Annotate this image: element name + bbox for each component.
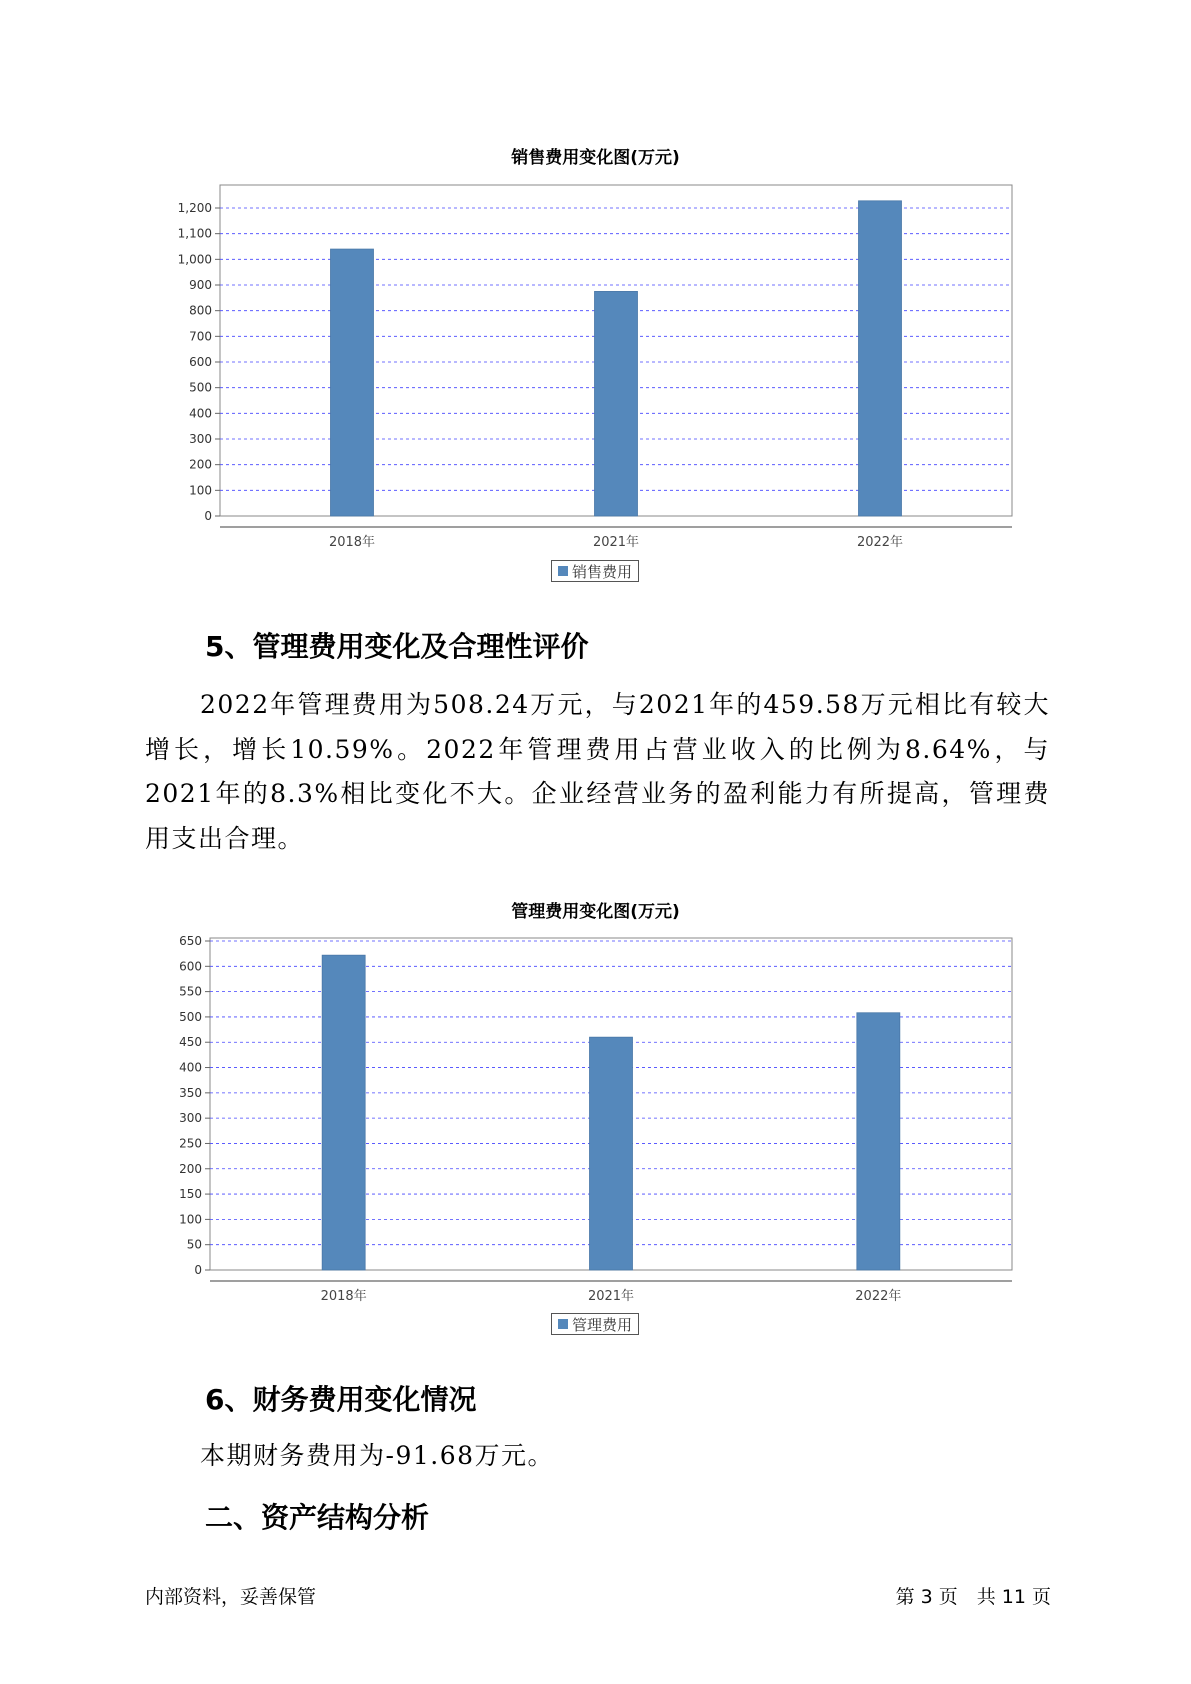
y-tick-label: 400 (179, 1060, 202, 1075)
section-two-heading: 二、资产结构分析 (205, 1501, 430, 1534)
y-tick-label: 200 (179, 1161, 202, 1176)
footer-confidential-note: 内部资料，妥善保管 (145, 1586, 317, 1608)
section6-heading: 6、财务费用变化情况 (205, 1383, 477, 1416)
x-tick-label: 2021年 (592, 535, 640, 550)
y-tick-label: 550 (179, 984, 202, 999)
footer-page-number: 第 3 页 共 11 页 (895, 1586, 1051, 1608)
y-tick-label: 1,000 (177, 252, 212, 267)
y-tick-label: 300 (179, 1111, 202, 1126)
legend-swatch-icon (558, 1319, 568, 1329)
chart2-legend-label: 管理费用 (572, 1315, 633, 1334)
y-tick-label: 500 (189, 380, 212, 395)
y-tick-label: 500 (179, 1009, 202, 1024)
y-tick-label: 1,100 (177, 226, 212, 241)
section5-heading: 5、管理费用变化及合理性评价 (205, 630, 589, 663)
chart1-legend-label: 销售费用 (572, 562, 633, 581)
y-tick-label: 650 (179, 934, 202, 948)
bar-2021年 (590, 1037, 633, 1270)
x-tick-label: 2022年 (855, 1289, 902, 1304)
y-tick-label: 1,200 (177, 201, 212, 215)
y-tick-label: 0 (194, 1263, 202, 1277)
x-tick-label: 2021年 (587, 1289, 635, 1304)
y-tick-label: 100 (189, 483, 212, 498)
y-tick-label: 600 (179, 959, 202, 974)
y-tick-label: 0 (204, 509, 212, 523)
y-tick-label: 600 (189, 355, 212, 369)
y-tick-label: 800 (189, 303, 212, 318)
x-tick-label: 2022年 (856, 535, 904, 550)
y-tick-label: 400 (189, 406, 212, 421)
y-tick-label: 250 (179, 1136, 202, 1151)
y-tick-label: 50 (186, 1237, 202, 1252)
y-tick-label: 700 (189, 329, 212, 344)
x-tick-label: 2018年 (320, 1289, 367, 1304)
bar-2018年 (322, 955, 365, 1270)
y-tick-label: 450 (179, 1035, 202, 1050)
chart2-legend (551, 1313, 639, 1335)
chart1-title: 销售费用变化图(万元) (511, 148, 680, 168)
chart2-title: 管理费用变化图(万元) (511, 902, 680, 922)
y-tick-label: 100 (179, 1212, 202, 1227)
y-tick-label: 900 (189, 278, 212, 292)
x-tick-label: 2018年 (328, 535, 376, 550)
y-tick-label: 200 (189, 457, 212, 472)
section5-paragraph: 2022年管理费用为508.24万元，与2021年的459.58万元相比有较大增长，增长10.59%。2022年管理费用占营业收入的比例为8.64%，与2021年的8.3%相比变化不大。企业经营业务的盈利能力有所提高，管理费用支出合理。 (145, 690, 1050, 853)
y-tick-label: 300 (189, 432, 212, 446)
bar-2022年 (857, 1013, 900, 1270)
y-tick-label: 350 (179, 1085, 202, 1100)
section6-paragraph: 本期财务费用为-91.68万元。 (200, 1441, 555, 1470)
y-tick-label: 150 (179, 1187, 202, 1202)
